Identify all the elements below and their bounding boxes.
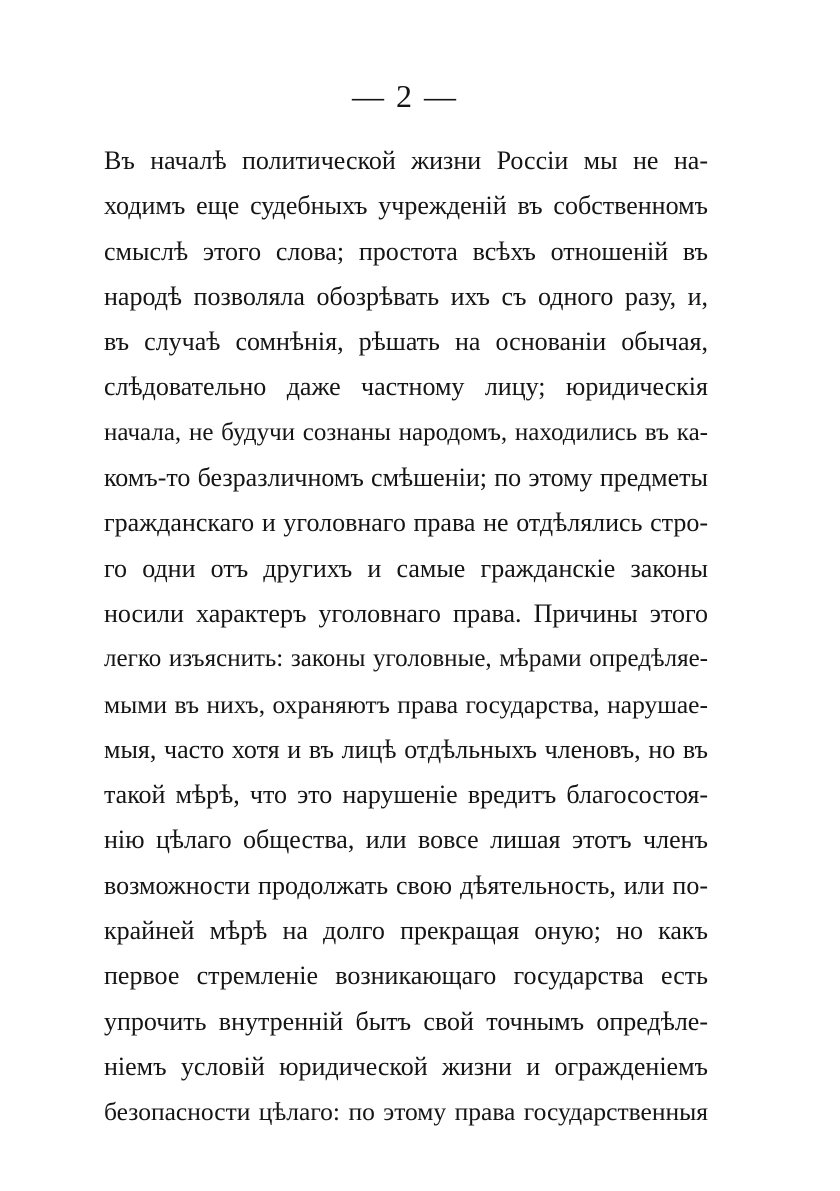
text-line: такой мѣрѣ, что это нарушеніе вредитъ благосостоя-: [104, 780, 708, 810]
text-line: го одни отъ другихъ и самые гражданскіе законы: [104, 553, 708, 583]
text-line: ніемъ условій юридической жизни и огражденіемъ: [104, 1051, 708, 1081]
text-line: смыслѣ этого слова; простота всѣхъ отношеній въ: [104, 236, 708, 266]
text-line: въ случаѣ сомнѣнія, рѣшать на основаніи обычая,: [104, 327, 708, 357]
text-line: начала, не будучи сознаны народомъ, находились въ ка-: [104, 418, 708, 446]
text-line: комъ-то безразличномъ смѣшеніи; по этому предметы: [104, 463, 708, 493]
text-line: нію цѣлаго общества, или вовсе лишая этотъ членъ: [104, 825, 708, 855]
text-line: возможности продолжать свою дѣятельность, или по-: [104, 870, 708, 900]
text-line: мыми въ нихъ, охраняютъ права государства, нарушае-: [104, 689, 708, 719]
text-line: упрочить внутренній бытъ свой точнымъ опредѣле-: [104, 1006, 708, 1036]
text-line: слѣдовательно даже частному лицу; юридическія: [104, 372, 708, 402]
text-line: народѣ позволяла обозрѣвать ихъ съ одного разу, и,: [104, 281, 708, 311]
text-line: ходимъ еще судебныхъ учрежденій въ собственномъ: [104, 191, 708, 221]
body-text: [104, 138, 708, 1135]
text-line: гражданскаго и уголовнаго права не отдѣлялись стро-: [104, 508, 708, 538]
text-line: крайней мѣрѣ на долго прекращая оную; но какъ: [104, 916, 708, 946]
text-line: Въ началѣ политической жизни Россіи мы не на-: [104, 146, 708, 175]
text-line: первое стремленіе возникающаго государства есть: [104, 961, 708, 991]
page-number: — 2 —: [352, 78, 458, 114]
text-line: носили характеръ уголовнаго права. Причины этого: [104, 598, 708, 628]
text-line: легко изъяснить: законы уголовные, мѣрами опредѣляе-: [104, 645, 708, 673]
text-line: мыя, часто хотя и въ лицѣ отдѣльныхъ членовъ, но въ: [104, 734, 708, 764]
text-line: безопасности цѣлаго: по этому права государственныя: [104, 1097, 708, 1127]
